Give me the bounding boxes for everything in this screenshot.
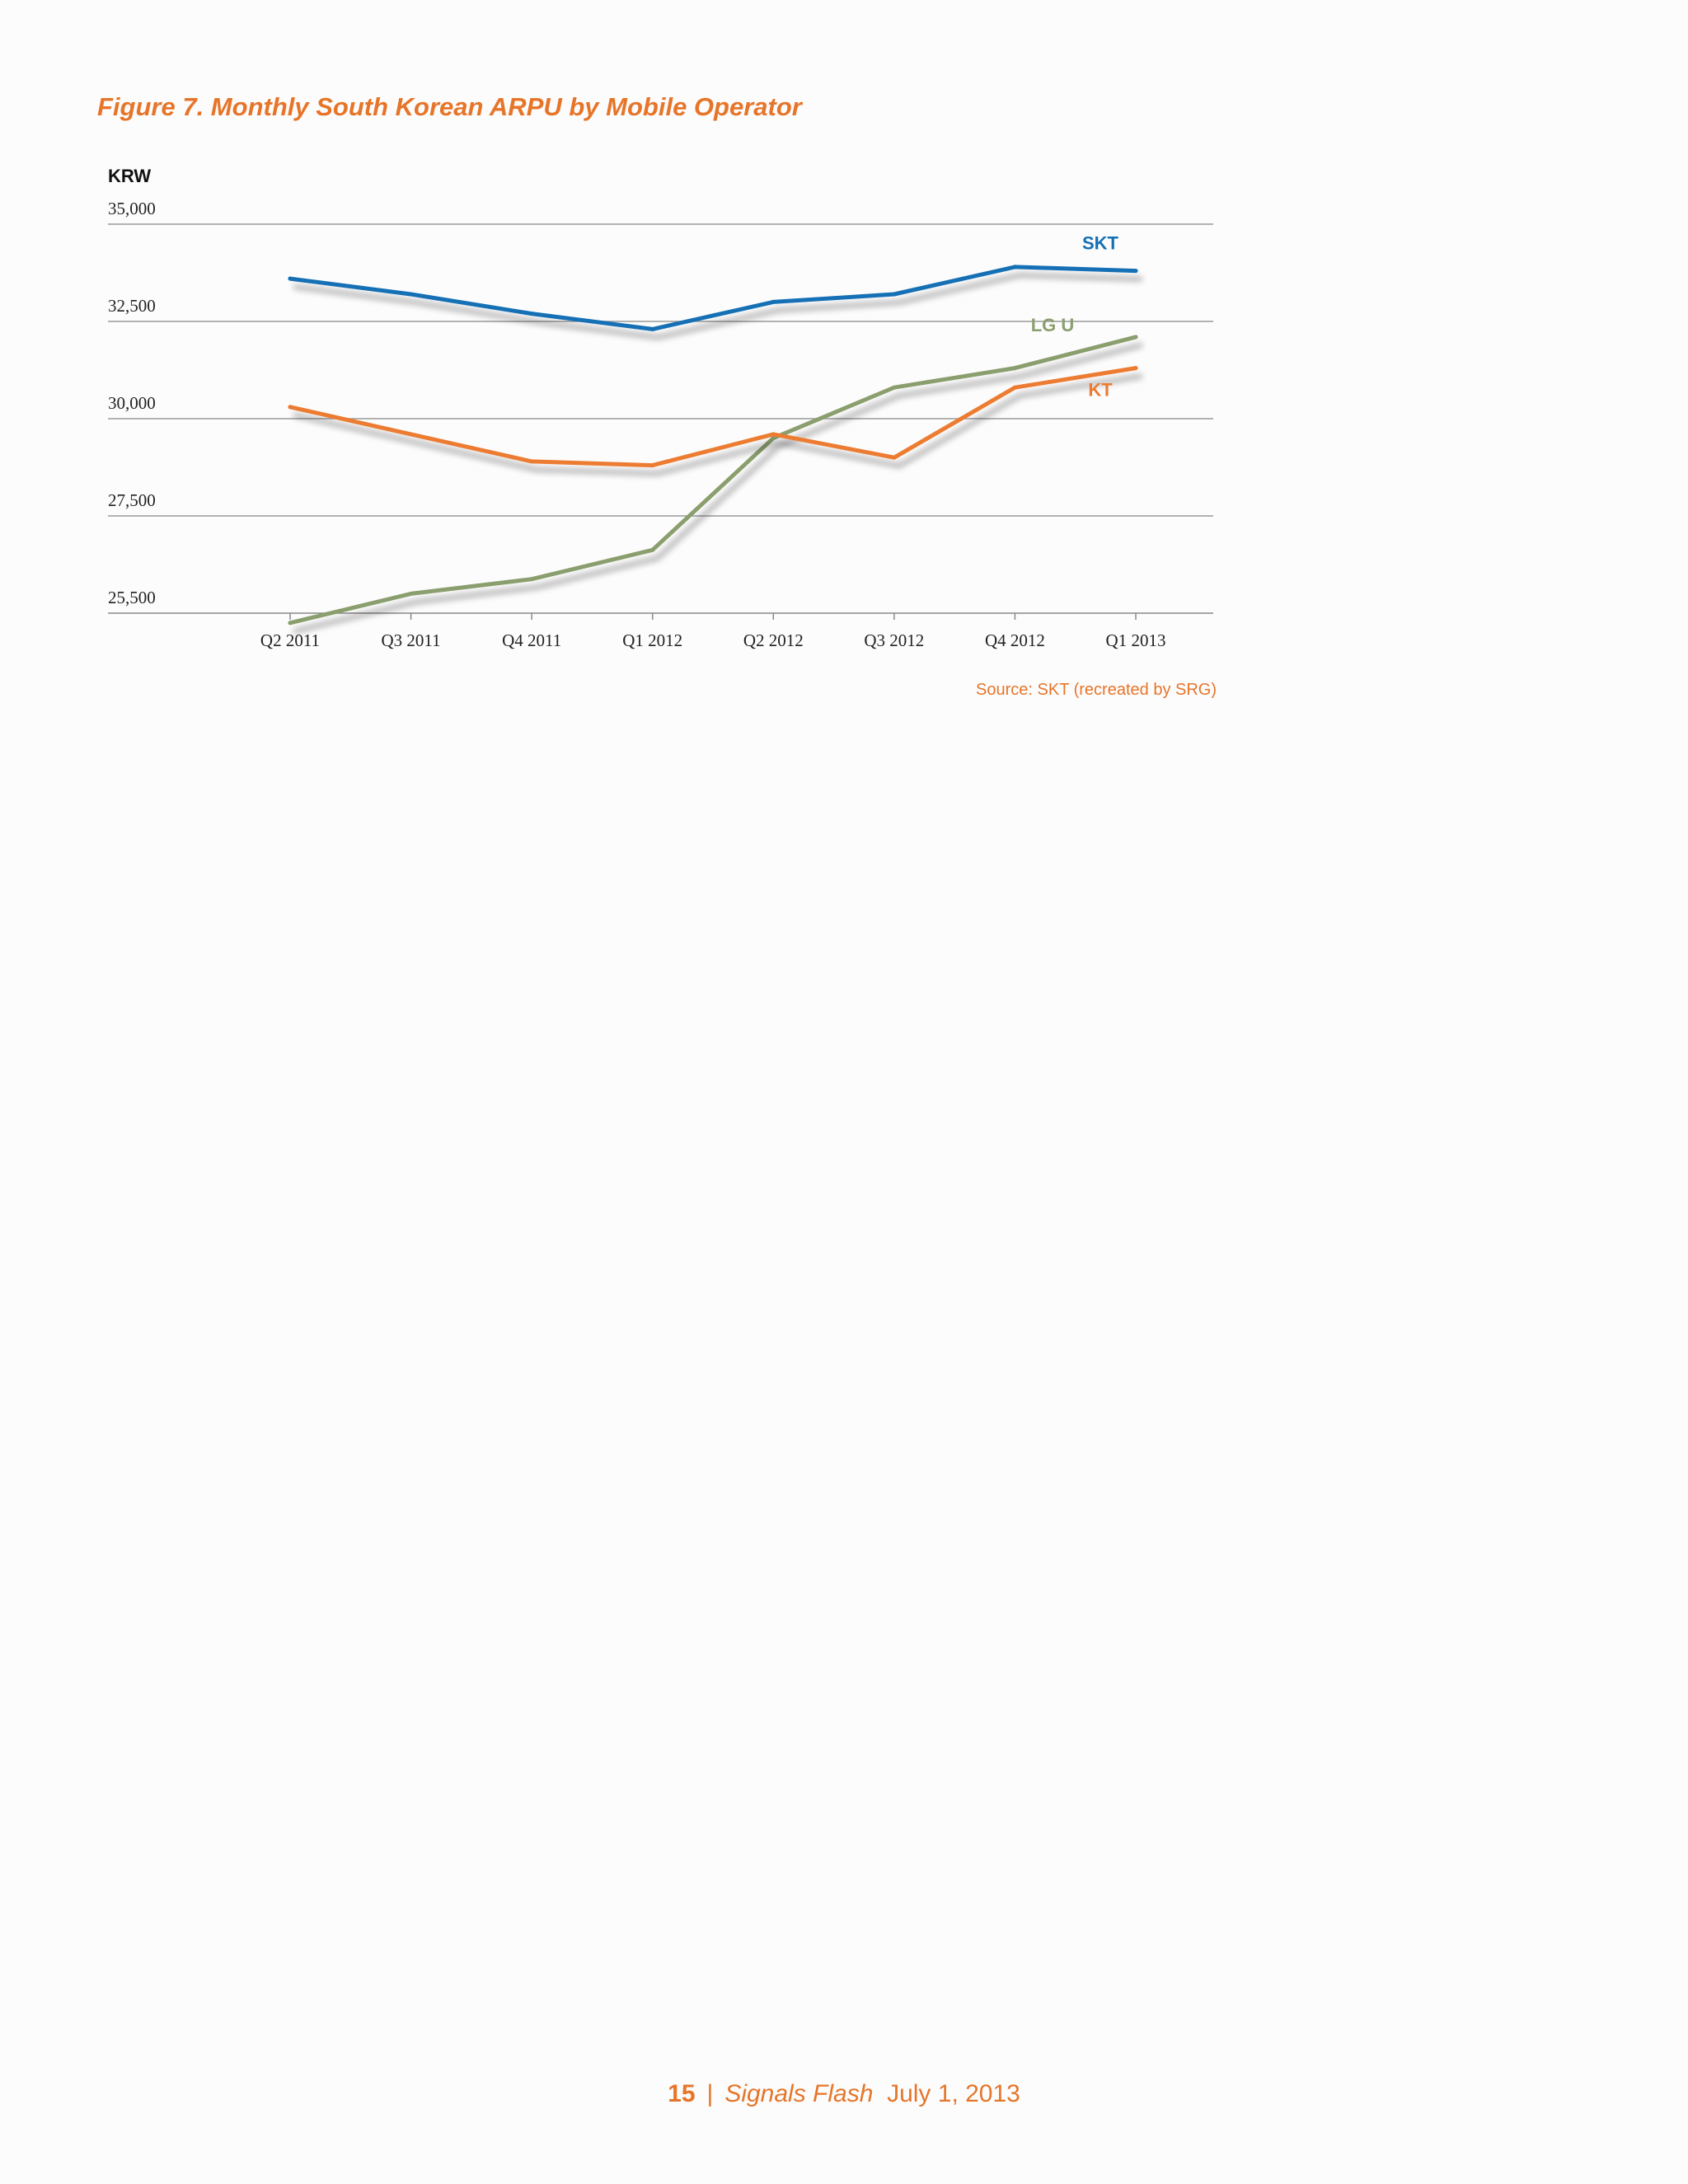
data-point-kt xyxy=(650,463,654,467)
x-tick-label: Q4 2012 xyxy=(984,630,1045,650)
data-point-kt xyxy=(409,432,413,436)
x-tick-label: Q1 2012 xyxy=(622,630,683,650)
series-lines xyxy=(288,265,1138,625)
y-tick-label: 27,500 xyxy=(108,490,156,510)
series-label-lg-u: LG U xyxy=(1030,314,1075,335)
series-label-skt: SKT xyxy=(1082,232,1118,254)
page-footer xyxy=(0,2080,1688,2108)
data-point-lg-u xyxy=(530,577,534,581)
figure-title: Figure 7. Monthly South Korean ARPU by Mobile Operator xyxy=(97,92,802,121)
x-tick-label: Q2 2011 xyxy=(260,630,321,650)
footer-separator: | xyxy=(706,2080,714,2107)
data-point-skt xyxy=(530,312,534,316)
y-tick-label: 30,000 xyxy=(108,393,156,413)
x-axis xyxy=(260,613,1166,650)
series-line-skt xyxy=(290,267,1136,330)
publication-date: July 1, 2013 xyxy=(887,2080,1020,2107)
x-tick-label: Q3 2012 xyxy=(864,630,925,650)
series-line-kt xyxy=(290,368,1136,466)
data-point-lg-u xyxy=(288,621,293,625)
data-point-lg-u xyxy=(409,592,413,596)
series-labels xyxy=(1031,233,1119,401)
x-tick-label: Q4 2011 xyxy=(502,630,562,650)
publication-name: Signals Flash xyxy=(724,2080,874,2107)
data-point-kt xyxy=(771,432,776,436)
x-tick-label: Q3 2011 xyxy=(381,630,441,650)
y-tick-label: 32,500 xyxy=(108,296,156,316)
line-chart xyxy=(0,0,1688,676)
gridlines xyxy=(108,224,1213,613)
data-point-skt xyxy=(1013,265,1017,269)
series-label-kt: KT xyxy=(1088,379,1113,401)
data-point-kt xyxy=(288,405,293,409)
x-tick-label: Q1 2013 xyxy=(1105,630,1166,650)
data-point-kt xyxy=(1013,386,1017,390)
data-point-kt xyxy=(892,456,896,460)
x-tick-label: Q2 2012 xyxy=(743,630,804,650)
page-number: 15 xyxy=(668,2080,696,2107)
data-point-lg-u xyxy=(1134,335,1138,339)
data-point-skt xyxy=(650,327,654,331)
y-axis-unit-label: KRW xyxy=(108,166,152,186)
data-point-skt xyxy=(409,292,413,296)
data-point-skt xyxy=(288,277,293,281)
data-point-kt xyxy=(1134,366,1138,370)
data-point-lg-u xyxy=(1013,366,1017,370)
data-point-kt xyxy=(530,459,534,463)
source-note: Source: SKT (recreated by SRG) xyxy=(976,681,1217,699)
y-tick-label: 35,000 xyxy=(108,199,156,218)
y-tick-label: 25,500 xyxy=(108,588,156,607)
data-point-lg-u xyxy=(650,548,654,552)
data-point-skt xyxy=(771,300,776,304)
series-line-lg-u xyxy=(290,337,1136,623)
data-point-skt xyxy=(892,292,896,296)
data-point-lg-u xyxy=(892,386,896,390)
data-point-skt xyxy=(1134,269,1138,273)
